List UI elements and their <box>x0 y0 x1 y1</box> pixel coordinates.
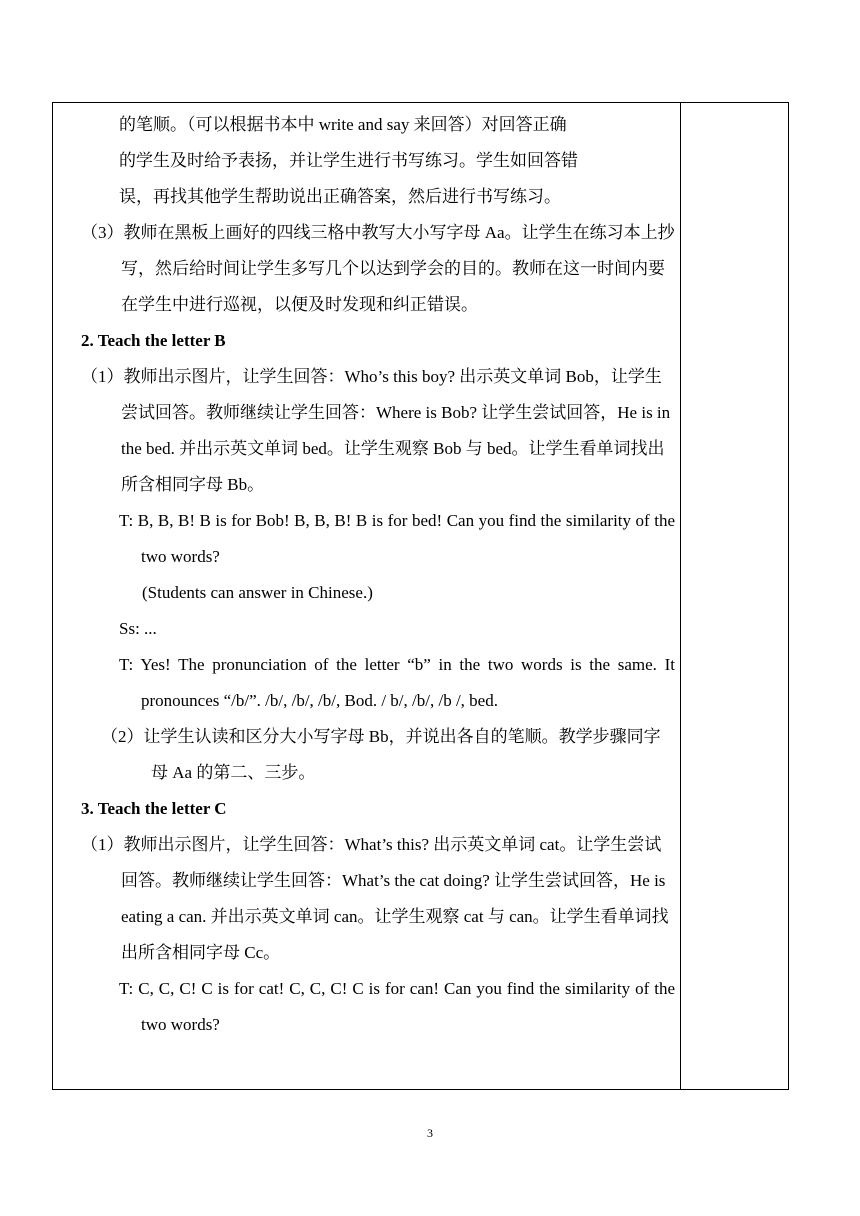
step-b2-paragraph: （2）让学生认读和区分大小写字母 Bb，并说出各自的笔顺。教学步骤同字母 Aa 的第二、三步。 <box>101 727 661 782</box>
dialogue-line: T: C, C, C! C is for cat! C, C, C! C is for can! Can you find the similarity of the two words? <box>119 979 675 1034</box>
dialogue-line: T: Yes! The pronunciation of the letter “b” in the two words is the same. It pronounces “/b/”. /b/, /b/, /b/, Bod. / b/, /b/, /b /, bed. <box>119 655 675 710</box>
step-3-paragraph: （3）教师在黑板上画好的四线三格中教写大小写字母 Aa。让学生在练习本上抄写，然后给时间让学生多写几个以达到学会的目的。教师在这一时间内要在学生中进行巡视，以便及时发现和纠正错误。 <box>81 223 675 314</box>
section-heading-b: 2. Teach the letter B <box>81 331 226 350</box>
paragraph: 的笔顺。（可以根据书本中 write and say 来回答）对回答正确 <box>119 115 567 134</box>
dialogue-line: T: B, B, B! B is for Bob! B, B, B! B is for bed! Can you find the similarity of the two words? <box>119 511 675 566</box>
lesson-table <box>52 102 789 1090</box>
paragraph: 的学生及时给予表扬，并让学生进行书写练习。学生如回答错 <box>119 151 578 170</box>
dialogue-line: Ss: ... <box>119 619 157 638</box>
column-divider <box>680 103 681 1089</box>
section-heading-c: 3. Teach the letter C <box>81 799 227 818</box>
paragraph: 误，再找其他学生帮助说出正确答案，然后进行书写练习。 <box>119 187 561 206</box>
page-number: 3 <box>427 1126 433 1140</box>
step-c1-paragraph: （1）教师出示图片，让学生回答：What’s this? 出示英文单词 cat。让学生尝试回答。教师继续让学生回答：What’s the cat doing? 让学生尝试回答，He is eating a can. 并出示英文单词 can。让学生观察 cat 与 can。让学生看单词找出所含相同字母 Cc。 <box>81 835 669 962</box>
lesson-content-cell <box>81 107 675 1043</box>
dialogue-note: (Students can answer in Chinese.) <box>142 583 373 602</box>
step-b1-paragraph: （1）教师出示图片，让学生回答：Who’s this boy? 出示英文单词 Bob，让学生尝试回答。教师继续让学生回答：Where is Bob? 让学生尝试回答，He is in the bed. 并出示英文单词 bed。让学生观察 Bob 与 bed。让学生看单词找出所含相同字母 Bb。 <box>81 367 671 494</box>
